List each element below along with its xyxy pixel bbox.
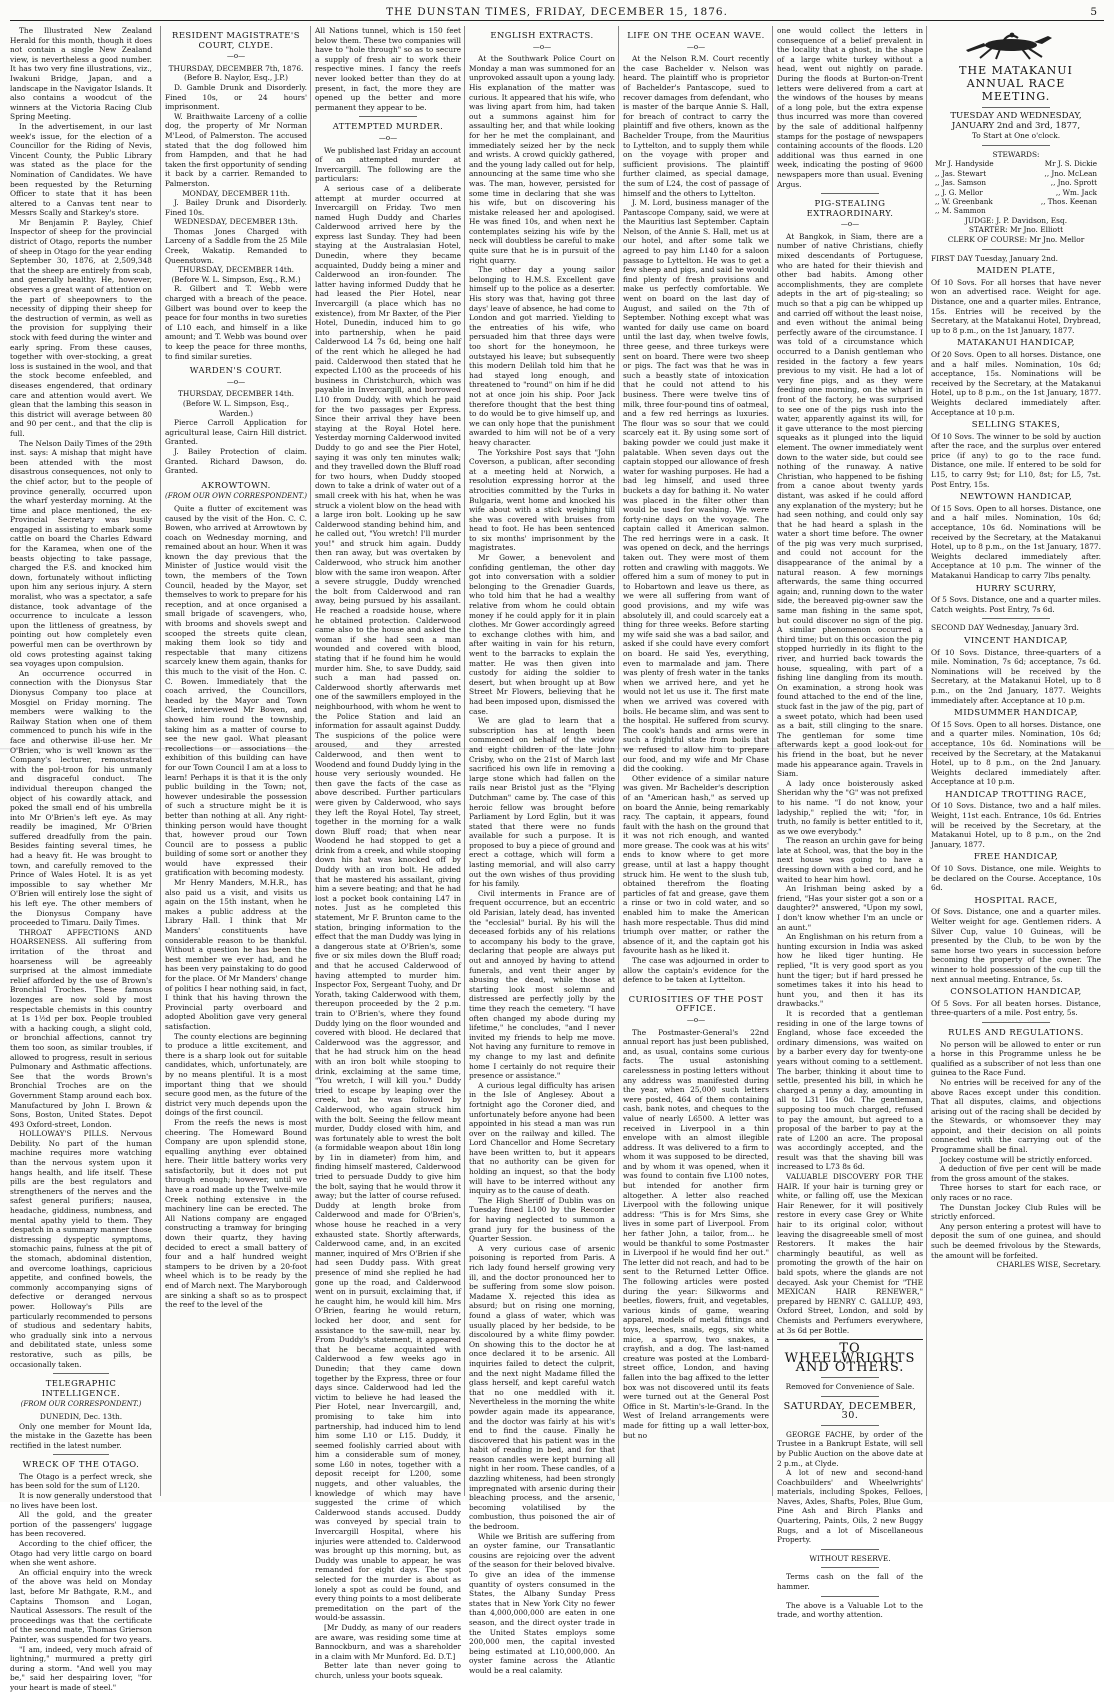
race-conditions: Of Sovs. Distance, one and a quarter miles. Welter weight for age. Gentlemen riders. A Silver Cup, value 10 Guineas, will be presented by the Club, to be won by the same horse two years in succession before becoming the property of the owner. The winner to hold possession of the cup till the next annual meeting. Entrance, 5s.: [931, 907, 1101, 984]
steward-row: [935, 159, 1097, 168]
court-date: THURSDAY, DECEMBER 14th.: [178, 265, 294, 275]
race-title: HURRY SCURRY,: [975, 583, 1057, 594]
rule-item: A deduction of five per cent will be made from the gross amount of the stakes.: [931, 1164, 1101, 1183]
dateline: DUNEDIN, Dec. 13th.: [39, 1411, 123, 1421]
steward-row: [935, 169, 1097, 178]
steward-name: ,, M. Sammon: [935, 206, 986, 216]
race-conditions: Of 5 Sovs. For all beaten horses. Distance, three-quarters of a mile. Post entry, 5s.: [931, 998, 1101, 1018]
paragraph: All the gold, and the greater portion of the passengers' luggage has been recovered.: [10, 1510, 152, 1539]
paragraph: Pierce Carroll Application for agricultural lease, Cairn Hill district. Granted.: [165, 418, 307, 447]
paragraph: The Illustrated New Zealand Herald for this month, though it does not contain a single New Zealand view, is nevertheless a good number. It has two very fine illustrations, viz., Iwakuni Bridge, Japan, and a landscape in the Navigator Islands. It also contains a woodcut of the winners at the Victoria Racing Club Spring Meeting.: [10, 26, 152, 122]
section-heading: WRECK OF THE OTAGO.: [22, 1459, 140, 1470]
column-1: [10, 26, 156, 1692]
advertisement: HOLLOWAY'S PILLS. Nervous Debility. No part of the human machine requires more watching than the nervous system upon it hangs health, and life itself. These pills are the best regulators and strengtheners of the nerves and the safest general purifiers; nausea, headache, giddiness, numbness, and mental apathy yield to them. They despatch in a summary manner those distressing dyspeptic symptoms, stomachic pains, fulness at the pit of the stomach, abdominal distention, and overcome loathings, capricious appetite, and confined bowels, the commonly accompanying signs of defective or deranged nervous power. Holloway's Pills are particularly recommended to persons of studious and sedentary habits, who gradually sink into a nervous and debilitated state, unless some restorative, such as pills, be occasionally taken.: [10, 1129, 152, 1369]
steward-name: Mr J. Handyside: [935, 159, 994, 169]
race-title: CONSOLATION HANDICAP,: [950, 987, 1082, 998]
paragraph: The Nelson Daily Times of the 29th inst. says: A mishap that might have been attended with the most disastrous consequences, not only to the chief actor, but to the people of province generally, occurred upon the wharf yesterday morning. At the time and place mentioned, the ex-Provincial Secretary was busily engaged in assisting to embark some cattle on board the Charles Edward for the Karamea, when one of the beasts objecting to take passage, charged the F.S. and knocked him down, fortunately without inflicting upon him any serious injury. A stern moralist, who was a spectator, a safe distance, took advantage of the occurrence to inculcate a lesson upon the littleness of greatness, by pointing out how completely even powerful men can be overthrown by old cows protesting against taking sea voyages upon compulsion.: [10, 438, 152, 669]
paragraph: A lady once boisterously asked Sheridan why the "G" was not prefixed to his name. "I do not know, your ladyship," replied the wit; "for, in truth, no family is better entitled to it, as we owe everybody.": [777, 778, 923, 836]
paragraph: An official enquiry into the wreck of the above was held on Monday last, before Mr Bathgate, R.M., and Captains Thomson and Logan, Nautical Assessors. The result of the proceedings was that the certificate of the second mate, Thomas Grierson Painter, was suspended for two years.: [10, 1567, 152, 1644]
court-bench: (Before B. Naylor, Esq., J.P.): [184, 73, 288, 83]
paragraph: Quite a flutter of excitement was caused by the visit of the Hon. C. C. Bowen, who arrived at Arrowtown by coach on Wednesday morning, and remained about an hour. When it was known the day previous that the Minister of Justice would visit the town, the members of the Town Council, headed by the Mayor, set themselves to work to prepare for his reception, and at once organised a small brigade of scavengers, who, with brooms and shovels swept and scooped the streets quite clean, making them look so tidy and respectable that many citizens scarcely knew them again, thanks for this much to the visit of the Hon. C. C. Bowen. Immediately that the coach arrived, the Councillors, headed by the Mayor and Town Clerk, interviewed Mr Bowen, and showed him round the township, taking him as a matter of course to see the new gaol. What pleasant recollections or associations the exhibition of this building can have for our Town Council I am at a loss to learn! Perhaps it is that it is the only public building in the Town; not, however undesirable the possession of such a structure might be it is better than nothing at all. Any right-thinking person would have thought that, however proud our Town Council are to possess a public building of some sort or another they would have expressed their gratification with becoming modesty.: [165, 503, 307, 878]
paragraph: We are glad to learn that a subscription has at length been commenced on behalf of the widow and eight children of the late John Crisby, who on the 21st of March last sacrificed his own life in removing a large stone which had fallen on the rails near Bristol just as the "Flying Dutchman" came by. The case of this heroic fellow was brought before Parliament by Lord Eglin, but it was stated that there were no funds available for such a purpose. It is proposed to buy a piece of ground and erect a cottage, which will form a lasting memorial, and will also carry out the own wishes of thus providing for his family.: [469, 716, 615, 889]
race-conditions: Of 20 Sovs. Open to all horses. Distance, one and a half miles. Nomination, 10s 6d; acceptance, 15s. Nominations will be received by the Secretary, at the Matakanui Hotel, up to 8 p.m., on the 1st January, 1877. Weights declared immediately after. Acceptance at 10 p.m.: [931, 349, 1101, 417]
paragraph: The Otago is a perfect wreck, she has been sold for the sum of L120.: [10, 1471, 152, 1491]
rule-item: No entries will be received for any of the above Races except under this condition. That all disputes, claims, and objections arising out of the racing shall be decided by the Stewards, or whomsoever they may appoint, and their decision on all points connected with the carrying out of the Programme shall be final.: [931, 1077, 1101, 1155]
ad-date: SATURDAY, DECEMBER, 30.: [783, 1400, 917, 1422]
race-title: HOSPITAL RACE,: [974, 895, 1058, 906]
divider: [982, 249, 1050, 250]
stewards-list: [931, 159, 1101, 215]
day-heading: FIRST DAY Tuesday, January 2nd.: [931, 253, 1058, 263]
race-conditions: Of 10 Sovs. Distance, two and a half miles. Weight, 11st each. Entrance, 10s 6d. Entries will be received by the Secretary, at the Matakanui Hotel, up to 8 p.m., on the 2nd January, 1877.: [931, 801, 1101, 849]
masthead-title: THE DUNSTAN TIMES, FRIDAY, DECEMBER 15, 1876.: [386, 6, 728, 18]
steward-name: ,, Wm. Jack: [1055, 187, 1097, 197]
steward-name: ,, Jno. McLean: [1044, 168, 1097, 178]
paragraph: R. Gilbert and T. Webb were charged with a breach of the peace. Gilbert was bound over to keep the peace for four months in two sureties of L10 each, and himself in a like amount; and T. Webb was bound over to keep the peace for three months, to find similar sureties.: [165, 284, 307, 361]
section-heading: RULES AND REGULATIONS.: [948, 1026, 1084, 1037]
paragraph: A serious case of a deliberate attempt at murder occurred at Invercargill on Friday. Two men named Hugh Duddy and Charles Calderwood arrived here by the express last Sunday. They had been staying at the Australasian Hotel, Dunedin, where they became acquainted, Duddy being a miner and Calderwood an iron-founder. The latter having informed Duddy that he had leased the Pier Hotel, near Invercargill (a place which has no existence), from Mr Baxter, of the Pier Hotel, Dunedin, induced him to go into partnership, when he paid Calderwood L4 7s 6d, being one half of the rent which he alleged he had paid. Calderwood then stated that he expected L100 as the proceeds of his business in Christchurch, which was payable in Invercargill, and borrowed L10 from Duddy, with which he paid for the two passages per Express. Since their arrival they have been staying at the Royal Hotel here. Yesterday morning Calderwood invited Duddy to go and see the Pier Hotel, saying it was only ten minutes walk; and they travelled down the Bluff road for two hours, when Duddy stooped down to take a drink of water out of a small creek with his hat, when he was struck a violent blow on the head with a large iron bolt. Looking up he saw Calderwood standing behind him, and he called out, "You wretch! I'll murder you!" and struck him again. Duddy then ran away, but was overtaken by Calderwood, who struck him another blow with the same iron weapon. After a severe struggle, Duddy wrenched the bolt from Calderwood and ran away, being pursued by his assailant. He reached a roadside house, where he obtained protection. Calderwood came also to the house and asked the woman if she had seen a man wounded and covered with blood, stating that if he found him he would murder him. She, to save Duddy, said such a man had passed on. Calderwood shortly afterwards met one of the sawmillers employed in the neighbourhood, with whom he went to the Police Station and laid an information for assault against Duddy. The suspicions of the police were aroused, and they arrested Calderwood, and then went to Woodend and found Duddy lying in the house very seriously wounded. He then gave the facts of the case as above described. Further particulars were given by Calderwood, who says they left the Royal Hotel, Tay street, together in the morning for a walk down Bluff road; that when near Woodend he had stopped to get a drink from a creek, and while stooping down his hat was knocked off by Duddy with an iron bolt. He added that he mastered his assailant, giving him a severe beating; and that he had lost a pocket book containing L47 in notes. Just as he completed this statement, Mr F. Brunton came to the station, bringing information to the effect that the man Duddy was lying in a dangerous state at O'Brien's, some five or six miles down the Bluff road; and that he accused Calderwood of having attempted to murder him. Inspector Fox, Sergeant Tuohy, and Dr Yorath, taking Calderwood with them, thereupon proceeded by the 2 p.m. train to O'Brien's, where they found Duddy lying on the floor wounded and covered with blood. He declared that Calderwood was the aggressor, and that he had struck him on the head with an iron bolt while stooping to drink, exclaiming at the same time, "You wretch, I will kill you." Duddy tried to escape by leaping over the creek, but he was followed by Calderwood, who again struck him with the bolt. Seeing the fellow meant murder, Duddy closed with him, and was fortunately able to wrest the bolt (a formidable weapon about 18in long by 1in in diameter) from him, and finding himself mastered, Calderwood tried to persuade Duddy to give him the bolt, saying that he would throw it away; but the latter of course refused. Duddy at length broke from Calderwood and made for O'Brien's, whose house he reached in a very exhausted state. Shortly afterwards, Calderwood came, and, in an excited manner, inquired of Mrs O'Brien if she had seen Duddy pass. With great presence of mind she replied he had gone up the road, and Calderwood went on in pursuit, exclaiming that, if he caught him, he would kill him. Mrs O'Brien, fearing he would return, locked her door, and sent for assistance to the saw-mill, near by. From Duddy's statement, it appeared that he became acquainted with Calderwood a few weeks ago in Dunedin; that they came down together by the Express, three or four days since. Calderwood had led the victim to believe he had leased the Pier Hotel, near Invercargill, and, promising to take him into partnership, had induced him to lend him some L10 or L15. Duddy, it seemed foolishly carried about with him a considerable sum of money, some L60 in notes, together with a deposit receipt for L200, some nuggets, and other valuables, the knowledge of which may have suggested the crime of which Calderwood stands accused. Duddy was conveyed by special train to Invercargill Hospital, where his injuries were attended to. Calderwood was brought up this morning, but, as Duddy was unable to appear, he was remanded for eight days. The spot selected for the murder is about as lonely a spot as could be found, and every thing points to a most deliberate premeditation on the part of the would-be assassin.: [315, 183, 462, 1623]
divider: [777, 1339, 923, 1340]
race-title: HANDICAP TROTTING RACE,: [945, 789, 1087, 800]
paragraph: "I am, indeed, very much afraid of lightning," murmured a pretty girl during a storm. "And well you may be," said her despairing lover, "for your heart is made of steel.": [10, 1644, 152, 1692]
rule-item: Jockey costume will be strictly enforced.: [940, 1154, 1093, 1164]
section-heading: ATTEMPTED MURDER.: [332, 121, 444, 132]
paragraph: An occurrence occurred in connection with the Dionysus Star Dionysus Company too place at Mosgiel on Friday morning. The members were walking to the Railway Station when one of them commenced to punch his wife in the face and otherwise ill-use her. Mr O'Brien, who is well known as the Company's lecturer, remonstrated with the pol-troon for his unmanly and disgraceful conduct. The individual thereupon changed the object of his cowardly attack, and poked the small end of his umbrella into Mr O'Brien's left eye. As may readily be imagined, Mr O'Brien suffered dreadfully from the pain. Besides fainting several times, he had a heavy fit. He was brought to town, and carefully removed to the Prince of Wales Hotel. It is as yet impossible to say whether Mr O'Brien will entirely lose the sight of his left eye. The other members of the Dionysus Company have proceeded to Timaru. Daily Times.: [10, 668, 152, 928]
divider: [53, 1454, 110, 1455]
paragraph: The High Sheriff of Dublin was on Tuesday fined L100 by the Recorder for having neglected to summon a grand jury for the business of the Quarter Session.: [469, 1195, 615, 1244]
race-title: VINCENT HANDICAP,: [964, 635, 1068, 646]
advertisement: THROAT AFFECTIONS AND HOARSENESS. All suffering from irritation of the throat and hoarseness will be agreeably surprised at the almost immediate relief afforded by the use of Brown's Bronchial Troches. These famous lozenges are now sold by most respectable chemists in this country at 1s 1½d per box. People troubled with a hacking cough, a slight cold, or bronchial affections, cannot try them too soon, as similar troubles, if allowed to progress, result in serious Pulmonary and Asthmatic affections. See that the words Brown's Bronchial Troches are on the Government Stamp around each box. Manufactured by John I. Brown & Sons, Boston, United States. Depot 493 Oxford-street, London.: [10, 927, 152, 1129]
section-subheading: (FROM OUR OWN CORRESPONDENT.): [165, 492, 307, 501]
ad-heading: TO WHEELWRIGHTS AND OTHERS.: [784, 1341, 916, 1376]
ad-subheading: Removed for Convenience of Sale.: [785, 1381, 915, 1391]
divider: [821, 1425, 879, 1426]
section-subheading: (FROM OUR CORRESPONDENT.): [20, 1400, 142, 1409]
divider: [821, 1396, 879, 1397]
steward-name: ,, Thos. Keenan: [1040, 197, 1097, 206]
steward-name: ,, Jno. Sprott: [1050, 178, 1097, 188]
paragraph: At the Nelson R.M. Court recently the case Bachelder v. Nelson was heard. The plaintiff who is proprietor of Bachelder's Pantascope, sued to recover damages from defendant, who is master of the barque Annie S. Hall, for breach of contract to carry the plaintiff and five others, known as the Bachelder Troupe, from the Mauritius to Lyttelton, and to supply them while on the voyage with proper and sufficient provisions. The plaintiff further claimed, as special damage, the sum of L24, the cost of passage of himself and the others to Lyttelton.: [623, 54, 769, 198]
race-title: SELLING STAKES,: [971, 420, 1061, 431]
paragraph: D. Gamble Drunk and Disorderly. Fined 10s, or 24 hours' imprisonment.: [165, 82, 307, 112]
steward-name: ,, Jas. Samson: [935, 178, 986, 188]
race-conditions: Of 10 Sovs. Distance, one mile. Weights to be declared on the Course. Acceptance, 10s 6d.: [931, 864, 1101, 893]
paragraph: J. M. Lord, business manager of the Pantascope Company, said, we were at the Mauritius last September. Captain Nelson, of the Annie S. Hall, met us at our hotel, and after some talk we agreed to pay him L140 for a saloon passage to Lyttelton. He was to get a few sheep and pigs, and said he would find plenty of fresh provisions and make us perfectly comfortable. We went on board on the last day of August, and sailed on the 7th of September. Nothing except what was wanted for daily use came on board until the last day, when twelve fowls, three geese, and three turkeys were sent on board. There were two sheep or pigs. The fact was that he was in such a beastly state of intoxication that he could not attend to his business. There were twelve tins of milk, three four-pound tins of oatmeal, and a few red herrings as luxuries. The flour was so sour that we could scarcely eat it. By using some sort of baking powder we could just make it palatable. When seven days out the captain stopped our allowance of fresh water for washing purposes. He had a bad leg himself, and used three buckets a day for bathing it. No water was placed in the filter other than would be used for washing. We were forty-nine days on the voyage. The captain called it American salmon. The red herrings were in a cask. It was opened on deck, and the herrings taken out. They were most of them rotten and crawling with maggots. We offered him a sum of money to put in to Hobartown and leave us there, as we were all suffering from want of good provisions, and my wife was absolutely ill, and could scarcely eat a thing for three weeks. Before starting my wife said she was a bad sailor, and asked if she could have every comfort on board. He said Yes, everything, even to marmalade and jam. There was plenty of fresh water in the tanks when we arrived here, and yet he would not let us use it. The first mate when we arrived was covered with boils. He became slim, and was sent to the hospital. He suffered from scurvy. The cook's hands and arms were in such a frightful state from boils that we refused to allow him to prepare our food, and my wife and Mr Chase did the cooking.: [623, 198, 770, 774]
page-number: 5: [1090, 6, 1098, 18]
section-heading: CURIOSITIES OF THE POST OFFICE.: [628, 993, 764, 1014]
paragraph: An Englishman on his return from a hunting excursion in India was asked how he liked tiger hunting. He replied, "It is very good sport as you hunt the tiger; but if hard pressed he sometimes takes it into his head to hunt you, and then it has its drawbacks.": [777, 932, 923, 1009]
paragraph: Mr Benjamin P. Bayley, Chief Inspector of sheep for the provincial district of Otago, reports the number of sheep in Otago for the year ending September 30, 1876, at 2,509,348 that the sheep are entirely from scab, and generally healthy. He, however, observes a great want of attention on the part of sheepowners to the necessity of dipping their sheep for the destruction of vermin, as well as the provision for supplying their stock with feed during the winter and early spring. From these causes, together with over-stocking, a great loss is sustained in the wool, and that the stock become enfeebled, and diseases engendered, that ordinary care and attention would avert. We glean that the lambing this season in this district will average between 80 and 90 per cent., and that the clip is full.: [10, 217, 152, 438]
divider: [667, 989, 725, 990]
divider: [359, 116, 417, 117]
paragraph: It is recorded that a gentleman residing in one of the large towns of England, whose face exceeded the ordinary dimensions, was waited on by a barber every day for twenty-one years without coming to a settlement. The barber, thinking it about time to settle, presented his bill, in which he charged a penny a day, amounting in all to L31 16s 0d. The gentleman, supposing too much charged, refused to pay the amount, but agreed to a proposal of the barber to pay at the rate of L200 an acre. The proposal was accordingly accepted, and the result was that the shaving bill was increased to L73 8s 6d.: [777, 1008, 923, 1172]
signature: CHARLES WISE, Secretary.: [996, 1260, 1101, 1270]
race-title: MIDSUMMER HANDICAP,: [954, 708, 1078, 719]
day-heading: SECOND DAY Wednesday, January 3rd.: [931, 623, 1079, 633]
steward-row: [935, 206, 1097, 215]
paragraph: Mr Henry Manders, M.H.R., has also paid us a visit, and visits us again on the 15th instant, when he makes a public address at the Library Hall. I think that Mr Manders' constituents have considerable reason to be thankful. Without a question he has been the best member we ever had, and he has been very painstaking to do good for the place. Of Mr Manders' change of politics I hear nothing said, in fact, I think that his having thrown the Provincial party overboard and adopted Abolition gave very general satisfaction.: [165, 878, 307, 1031]
race-conditions: Of 15 Sovs. Open to all horses. Distance, one and a quarter miles. Nomination, 10s 6d; acceptance, 10s 6d. Nominations will be received by the Secretary, at the Matakanui Hotel, up to 8 p.m., on the 2nd January. Weights declared immediately after. Acceptance at 10 p.m.: [931, 719, 1101, 787]
stewards-heading: STEWARDS:: [992, 149, 1040, 159]
paragraph: Terms cash on the fall of the hammer.: [777, 1572, 923, 1592]
racehorse-illustration: [956, 30, 1076, 60]
advertisement: VALUABLE DISCOVERY FOR THE HAIR. If your hair is turning grey or white, or falling off, use the Mexican Hair Renewer, for it will positively restore in every case Grey or White hair to its original color, without leaving the disagreeable smell of most Restorers. It makes the hair charmingly beautiful, as well as promoting the growth of the hair on bald spots, where the glands are not decayed. Ask your Chemist for "THE MEXICAN HAIR RENEWER," prepared by HENRY C. GALLUP, 493, Oxford Street, London, and sold by Chemists and Perfumers everywhere, at 3s 6d per Bottle.: [777, 1172, 923, 1335]
rule-item: Three horses to start for each race, or only races or no race.: [931, 1183, 1101, 1203]
race-conditions: Of 10 Sovs. Distance, three-quarters of a mile. Nomination, 7s 6d; acceptance, 7s 6d. Nominations will be received by the Secretary, at the Matakanui Hotel, up to 8 p.m., on the 2nd January, 1877. Weights immediately after. Acceptance at 10 p.m.: [931, 647, 1101, 705]
section-heading: LIFE ON THE OCEAN WAVE.: [627, 30, 765, 40]
column-2: RESIDENT MAGISTRATE'S COURT, CLYDE. —o— THURSDAY, DECEMBER 7th, 1876. (Before B. Naylor, Esq., J.P.) D. Gamble Drunk and Disorderly. Fined 10s, or 24 hours' imprisonment. W. Braithwaite Larceny of a collie dog, the property of Mr Norman M'Leod, of Palmerston. The accused stated that the dog followed him from Hampden, and that he had taken the first opportunity of sending it back by a carrier. Remanded to Palmerston. MONDAY, DECEMBER 11th. J. Bailey Drunk and Disorderly. Fined 10s. WEDNESDAY, DECEMBER 13th. Thomas Jones Charged with Larceny of a Saddle from the 25 Mile Creek, Wakatip. Remanded to Queenstown. THURSDAY, DECEMBER 14th. (Before W. L. Simpson, Esq., R.M.) R. Gilbert and T. Webb were charged with a breach of the peace. Gilbert was bound over to keep the peace for four months in two sureties of L10 each, and himself in a like amount; and T. Webb was bound over to keep the peace for three months, to find similar sureties. WARDEN'S COURT. —o— THURSDAY, DECEMBER 14th. (Before W. L. Simpson, Esq., Warden.) Pierce Carroll Application for agricultural lease, Cairn Hill district. Granted. J. Bailey Protection of claim. Granted. Richard Dawson, do. Granted. AKROWTOWN. (FROM OUR OWN CORRESPONDENT.) Quite a flutter of excitement was caused by the visit of the Hon. C. C. Bowen, who arrived at Arrowtown by coach on Wednesday morning, and remained about an hour. When it was known the day previous that the Minister of Justice would visit the town, the members of the Town Council, headed by the Mayor, set themselves to work to prepare for his reception, and at once organised a small brigade of scavengers, who, with brooms and shovels swept and scooped the streets quite clean, making them look so tidy and respectable that many citizens scarcely knew them again, thanks for this much to the visit of the Hon. C. C. Bowen. Immediately that the coach arrived, the Councillors, headed by the Mayor and Town Clerk, interviewed Mr Bowen, and showed him round the township, taking him as a matter of course to see the new gaol. What pleasant recollections or associations the exhibition of this building can have for our Town Council I am at a loss to learn! Perhaps it is that it is the only public building in the Town; not, however undesirable the possession of such a structure might be it is better than nothing at all. Any right-thinking person would have thought that, however proud our Town Council are to possess a public building of some sort or another they would have expressed their gratification with becoming modesty. Mr Henry Manders, M.H.R., has also paid us a visit, and visits us again on the 15th instant, when he makes a public address at the Library Hall. I think that Mr Manders' constituents have considerable reason to be thankful. Without a question he has been the best member we ever had, and he has been very painstaking to do good for the place. Of Mr Manders' change of politics I hear nothing said, in fact, I think that his having thrown the Provincial party overboard and adopted Abolition gave very general satisfaction. The county elections are beginning to produce a little excitement, and there is a sharp look out for suitable candidates, which, unfortunately, are by no means plentiful. It is a most important thing that we should secure good men, as the future of the district very much depends upon the doings of the first council. From the reefs the news is most cheering. The Homeward Bound Company are upon splendid stone, equalling anything ever obtained here. Their little battery works very satisfactorily, but it does not put through enough; however, until we have a road made up the Twelve-mile Creek nothing extensive in the machinery line can be erected. The All Nations company are engaged constructing a tramway for bringing down their quartz, they having decided to erect a small battery of four and a half hundred weight stampers to be driven by a 20-foot wheel which is to be ready by the end of March next. The Maryborough are sinking a shaft so as to prospect the reef to the level of the: [160, 26, 311, 1496]
paragraph: Other evidence of a similar nature was given. Mr Bachelder's description of an "American hash," as served up on board the Annie, being remarkably racy. The captain, it appears, found fault with the hash on the ground that it was not rich enough, and wanted more grease. The cook was at his wits' ends to know where to get more grease, until at last a happy thought struck him. He went to the slush tub, obtained therefrom the floating particles of fat and grease, gave them a rinse or two in cold water, and so enabled him to make the American hash more respectable. Thus did mind triumph over matter, or rather the absence of it, and the captain got his favourite hash as he liked it.: [623, 773, 769, 956]
paragraph: The reason an urchin gave for being late at School, was, that the boy in the next house was going to have a dressing down with a bed cord, and he waited to hear him howl.: [777, 836, 923, 884]
ad-note: WITHOUT RESERVE.: [809, 1553, 891, 1563]
race-conditions: Of 10 Sovs. For all horses that have never won an advertised race. Weight for age. Distance, one and a quarter miles. Entrance, 15s. Entries will be received by the Secretary, at the Matakanui Hotel, Drybread, up to 8 p.m., on the 1st January, 1877.: [931, 277, 1101, 335]
paragraph: The above is a Valuable Lot to the trade, and worthy attention.: [777, 1600, 923, 1620]
steward-row: [935, 178, 1097, 187]
race-meeting-title: THE MATAKANUI ANNUAL RACE MEETING.: [959, 64, 1073, 103]
masthead: [10, 4, 1104, 21]
steward-name: ,, W. Greenbank: [935, 197, 993, 206]
race-conditions: Of 15 Sovs. Open to all horses. Distance, one and a half miles. Nomination, 10s 6d; acceptance, 10s 6d. Nominations will be received by the Secretary, at the Matakanui Hotel, up to 8 p.m., on the 1st January, 1877. Weights declared immediately after. Acceptance at 10 p.m. The winner of the Matakanui Handicap to carry 7lbs penalty.: [931, 503, 1101, 580]
race-title: MAIDEN PLATE,: [976, 266, 1056, 277]
paragraph: A very curious case of arsenic poisoning is reported from Paris. A rich lady found herself growing very ill, and the doctor pronounced her to be suffering from some slow poison. Madame X. rejected this idea as absurd; but on rising one morning, found a glass of water, which was usually placed by her bedside, to be discoloured by a white flimy powder. On showing this to the doctor he at once declared it to be arsenic. All inquiries failed to detect the culprit, and the next night Madame filled the glass herself, and kept careful watch that no one meddled with it. Nevertheless in the morning the white powder again made its appearance, and the doctor was fairly at his wit's end to find the cause. Finally he discovered that his patient was in the habit of reading in bed, and for that reason candles were kept burning all night in her room. These candles, of a dazzling whiteness, had been strongly impregnated with arsenic during their bleaching process, and the arsenic, becoming volatilised by the combustion, thus poisoned the air of the bedroom.: [469, 1243, 615, 1532]
rule-item: Any person entering a protest will have to deposit the sum of one guinea, and should such be deemed frivolous by the Stewards, the amount will be forfeited.: [931, 1221, 1101, 1260]
steward-name: ,, J. G. Mellor: [935, 187, 983, 197]
paragraph: Mr Gower, a benevolent and confiding gentleman, the other day got into conversation with a soldier belonging to the Grenadier Guards, who told him that he had a wealthy relative from whom he could obtain money if he could apply for it in plain clothes. Mr Gower accordingly agreed to exchange clothes with him, and after waiting in vain for his return, went to the barracks to explain the matter. He was then given into custody for aiding the soldier to desert, but when brought up at Bow Street Mr Flowers, believing that he had been imposed upon, dismissed the case.: [469, 553, 615, 716]
paragraph: The Yorkshire Post says that "John Coverson, a publican, after seconding at a meeting held at Norwich, a resolution expressing horror at the atrocities committed by the Turks in Bulgaria, went home and knocked his wife about with a stick weighing till she was covered with bruises from head to foot. He has been sentenced to six months' imprisonment by the magistrates.: [469, 447, 615, 553]
court-date: WEDNESDAY, DECEMBER 13th.: [174, 217, 298, 227]
race-title: FREE HANDICAP,: [973, 852, 1059, 863]
divider: [982, 107, 1050, 108]
paragraph: According to the chief officer, the Otago had very little cargo on board when she went ashore.: [10, 1539, 152, 1568]
paragraph: J. Bailey Drunk and Disorderly. Fined 10s.: [165, 198, 307, 217]
court-bench: (Before W. L. Simpson, Esq., R.M.): [171, 274, 301, 284]
paragraph: At Bangkok, in Siam, there are a number of native Christians, chiefly mixed descendants of Portuguese, who are hated for their thievish and other bad habits. Among other accomplishments, they are complete adepts in the art of pig-stealing; so much so that a pig can be whipped up and carried off without the least noise, and even without the animal being perfectly aware of the circumstance. I was told of a circumstance which occurred to a Danish gentleman who resided in the factory a few years previous to my visit. He had a lot of very fine pigs, and as they were feeding one morning, on the wharf in front of the factory, he was surprised to see one of the pigs rush into the water, apparently against its will, for it gave utterance to the most piercing squeaks as it plunged into the liquid element. The owner immediately went down to the water side, but could see nothing of the runaway. A native Christian, who happened to be fishing from a canoe about twenty yards distant, was asked if he could afford any explanation of the mystery; but he had seen nothing, and could only say that he had heard a splash in the water a short time before. The owner of the pig was very much surprised, and could not account for the disappearance of the animal by a natural reason. A few mornings afterwards, the same thing occurred again; and, running down to the water side, the bereaved pig-owner saw the same man fishing in the same spot, but could discover no sign of the pig. A similar phenomenon occurred a third time; but on this occasion the pig stopped hurriedly in its flight to the river, and hurried back towards the house, squealing, with part of a fishing line dangling from its mouth. On examination, a strong hook was found attached to the end of the line, stuck fast in the jaw of the pig, part of a sweet potato, which had been used as a bait, still clinging to the snare. The gentleman for some time afterwards kept a good look-out for his friend in the boat, but he never made his appearance again. Travels in Siam.: [777, 231, 923, 779]
paragraph: From the reefs the news is most cheering. The Homeward Bound Company are upon splendid stone, equalling anything ever obtained here. Their little battery works very satisfactorily, but it does not put through enough; however, until we have a road made up the Twelve-mile Creek nothing extensive in the machinery line can be erected. The All Nations company are engaged constructing a tramway for bringing down their quartz, they having decided to erect a small battery of four and a half hundred weight stampers to be driven by a 20-foot wheel which is to be ready by the end of March next. The Maryborough are sinking a shaft so as to prospect the reef to the level of the: [165, 1117, 307, 1310]
divider: [821, 1567, 879, 1568]
race-title: MATAKANUI HANDICAP,: [957, 338, 1075, 349]
divider: [982, 145, 1050, 146]
paragraph: The Postmaster-General's 22nd annual report has just been published, and, as usual, contains some curious facts. The usual astonishing carelessness in posting letters without any address was manifested during the year, when 25,000 such letters were posted, 464 of them containing cash, bank notes, and cheques to the value of nearly L6500. A letter was received in Liverpool in a thin envelope with an almost illegible address. It was delivered to a firm to whom it was supposed to be directed, and by whom it was opened, when it was found to contain five L100 notes, but intended for another firm altogether. A letter also reached Liverpool with the following unique address: "This is for Mrs Sims, she lives in some part of Liverpool. From her father John, a tailor, from... he would be thankful to some Postmaster in Liverpool if he would find her out." The letter did not reach, and had to be sent to the Returned Letter Office. The following articles were posted during the year: Silkworms and beetles, flowers, fruit, and vegetables, various kinds of game, wearing apparel, models of metal fittings and toys, leeches, snails, eggs, six white mice, a sparrow, two snakes, a crayfish, and a dog. The last-named creature was posted at the Lombard-street office, London, and having fallen into the bag affixed to the letter box was not discovered until its feats were turned out at the General Post Office in St. Martin's-le-Grand. In the West of Ireland arrangements were made for fitting up a wall letter-box, but no: [623, 1027, 769, 1440]
rule-item: The Dunstan Jockey Club Rules will be strictly enforced.: [931, 1202, 1101, 1222]
paragraph: J. Bailey Protection of claim. Granted. Richard Dawson, do. Granted.: [165, 446, 307, 476]
paragraph: It is now generally understood that no lives have been lost.: [10, 1491, 152, 1510]
section-heading: AKROWTOWN.: [201, 479, 271, 490]
steward-row: [935, 197, 1097, 206]
steward-name: ,, Jas. Stewart: [935, 168, 987, 178]
divider: [821, 1596, 879, 1597]
paragraph: one would collect the letters in consequence of a belief prevalent in the locality that a ghost, in the shape of a large white turkey without a head, went out nightly on parade. During the floods at Burton-on-Trent letters were delivered from a cart at the windows of the houses by means of a long pole, but the extra expense thus incurred was more than covered by the sale of additional halfpenny stamps for the postage of newspapers containing accounts of the floods. L20 additional was thus earned in one week, indicating the posting of 9600 newspapers more than usual. Evening Argus.: [777, 26, 923, 189]
divider: [821, 193, 879, 194]
race-conditions: Of 10 Sovs. The winner to be sold by auction after the race, and the surplus over entered price (if any) to go to the race fund. Distance, one mile. If entered to be sold for L15, to carry 9st; for L10, 8st; for L5, 7st. Post Entry, 15s.: [931, 431, 1101, 489]
paragraph: Thomas Jones Charged with Larceny of a Saddle from the 25 Mile Creek, Wakatip. Remanded to Queenstown.: [165, 226, 307, 265]
race-conditions: Of 5 Sovs. Distance, one and a quarter miles. Catch weights. Post Entry, 7s 6d.: [931, 595, 1101, 614]
divider: [821, 1377, 879, 1378]
starter-line: STARTER: Mr Jno. Elliott: [968, 225, 1064, 235]
section-heading: PIG-STEALING EXTRAORDINARY.: [806, 198, 894, 218]
section-heading: RESIDENT MAGISTRATE'S COURT, CLYDE.: [172, 30, 300, 50]
section-heading: WARDEN'S COURT.: [189, 365, 283, 376]
race-dates: TUESDAY AND WEDNESDAY, JANUARY 2nd and 3rd, 1877,: [950, 111, 1082, 131]
paragraph: All Nations tunnel, which is 150 feet below them. These two companies will have to "hole through" so as to secure a supply of fresh air to work their respective mines. I fancy the reefs never looked better than they do at present, in fact, the more they are opened up the better and more permanent they appear to be.: [315, 26, 461, 112]
paragraph: The case was adjourned in order to allow the captain's evidence for the defence to be taken at Lyttelton.: [623, 956, 769, 985]
divider: [982, 1022, 1050, 1023]
steward-name: Mr J. S. Dickie: [1044, 159, 1097, 169]
paragraph: An Irishman being asked by a friend, "Has your sister got a son or a daughter?" answered, "Upon my sowl, I don't know whether I'm an uncle or an aunt.": [777, 884, 923, 932]
paragraph: A lot of new and second-hand Coachbuilders' and Wheelwrights' materials, including Spokes, Felloes, Naves, Axles, Shafts, Poles, Blue Gum, Pine Ash and Birch Planks and Quartering, Paints, Oils, 2 new Buggy Rugs, and a lot of Miscellaneous Property.: [777, 1468, 923, 1545]
divider: [53, 1373, 110, 1374]
judge-line: JUDGE: J. P. Davidson, Esq.: [964, 215, 1068, 225]
section-heading: TELEGRAPHIC INTELLIGENCE.: [41, 1378, 121, 1398]
paragraph: We published last Friday an account of an attempted murder at Invercargill. The following are the particulars:: [315, 145, 461, 184]
court-date: THURSDAY, DECEMBER 14th.: [178, 389, 294, 399]
court-bench: (Before W. L. Simpson, Esq., Warden.): [182, 398, 290, 418]
court-date: THURSDAY, DECEMBER 7th, 1876.: [168, 63, 304, 73]
divider: [821, 1549, 879, 1550]
court-date: MONDAY, DECEMBER 11th.: [182, 188, 290, 198]
paragraph: In the advertisement, in our last week's issue, for the election of a Councillor for the Riding of Nevis, Vincent County, the Public Library was stated as the place for the Nomination of Candidates. We have been requested by the Returning Officer to state that it has been altered to a Canvas tent near to Messrs Scally and Starkey's store.: [10, 121, 152, 218]
paragraph: At the Southwark Police Court on Monday a man was summoned for an unprovoked assault upon a young lady. His explanation of the matter was curious. It appeared that his wife, who was living apart from him, had taken out a summons against him for assaulting her, and that while looking for her he met the complainant, and immediately seized her by the neck and wrists. A crowd quickly gathered, and the young lady called out for help, announcing at the same time who she was. The man, however, persisted for some time in declaring that she was his wife, but on discovering his mistake released her and apologised. He was fined 10s, and when next he contemplates seizing his wife by the neck will doubtless be careful to make quite sure that he is in pursuit of the right quarry.: [469, 54, 615, 265]
column-7: [926, 26, 1105, 1496]
clerk-line: CLERK OF COURSE: Mr Jno. Mellor: [947, 235, 1085, 244]
section-heading: ENGLISH EXTRACTS.: [490, 30, 594, 40]
paragraph: GEORGE FACHE, by order of the Trustee in a Bankrupt Estate, will sell by Public Auction on the above date at 2 p.m., at Clyde.: [777, 1429, 923, 1468]
paragraph: Only one member for Mount Ida, the mistake in the Gazette has been rectified in the latest number.: [10, 1421, 152, 1450]
paragraph: Civil interments in France are of frequent occurrence, but an eccentric old Parisian, lately dead, has invented the "ecclesial" burial. By his will the deceased forbids any of his relations to accompany his body to the grave, declaring that people are always put out and annoyed by having to attend funerals, and vent their anger by abusing the dead, while those at starting look most solemn and distressed are perfectly jolly by the time they reach the cemetery. "I have often changed my abode during my lifetime," he concludes, "and I never invited my friends to help me move. Not having any furniture to remove in my change to my last and definite home I certainly do not require their presence or assistance.": [469, 888, 615, 1081]
column-5: LIFE ON THE OCEAN WAVE. —o— At the Nelson R.M. Court recently the case Bachelder v. Nelson was heard. The plaintiff who is proprietor of Bachelder's Pantascope, sued to recover damages from defendant, who is master of the barque Annie S. Hall, for breach of contract to carry the plaintiff and five others, known as the Bachelder Troupe, from the Mauritius to Lyttelton, and to supply them while on the voyage with proper and sufficient provisions. The plaintiff further claimed, as special damage, the sum of L24, the cost of passage of himself and the others to Lyttelton. J. M. Lord, business manager of the Pantascope Company, said, we were at the Mauritius last September. Captain Nelson, of the Annie S. Hall, met us at our hotel, and after some talk we agreed to pay him L140 for a saloon passage to Lyttelton. He was to get a few sheep and pigs, and said he would find plenty of fresh provisions and make us perfectly comfortable. We went on board on the last day of August, and sailed on the 7th of September. Nothing except what was wanted for daily use came on board until the last day, when twelve fowls, three geese, and three turkeys were sent on board. There were two sheep or pigs. The fact was that he was in such a beastly state of intoxication that he could not attend to his business. There were twelve tins of milk, three four-pound tins of oatmeal, and a few red herrings as luxuries. The flour was so sour that we could scarcely eat it. By using some sort of baking powder we could just make it palatable. When seven days out the captain stopped our allowance of fresh water for washing purposes. He had a bad leg himself, and used three buckets a day for bathing it. No water was placed in the filter other than would be used for washing. We were forty-nine days on the voyage. The captain called it American salmon. The red herrings were in a cask. It was opened on deck, and the herrings taken out. They were most of them rotten and crawling with maggots. We offered him a sum of money to put in to Hobartown and leave us there, as we were all suffering from want of good provisions, and my wife was absolutely ill, and could scarcely eat a thing for three weeks. Before starting my wife said she was a bad sailor, and asked if she could have every comfort on board. He said Yes, everything, even to marmalade and jam. There was plenty of fresh water in the tanks when we arrived here, and yet he would not let us use it. The first mate when we arrived was covered with boils. He became slim, and was sent to the hospital. He suffered from scurvy. The cook's hands and arms were in such a frightful state from boils that we refused to allow him to prepare our food, and my wife and Mr Chase did the cooking. Other evidence of a similar nature was given. Mr Bachelder's description of an "American hash," as served up on board the Annie, being remarkably racy. The captain, it appears, found fault with the hash on the ground that it was not rich enough, and wanted more grease. The cook was at his wits' ends to know where to get more grease, until at last a happy thought struck him. He went to the slush tub, obtained therefrom the floating particles of fat and grease, gave them a rinse or two in cold water, and so enabled him to make the American hash more respectable. Thus did mind triumph over matter, or rather the absence of it, and the captain got his favourite hash as he liked it. The case was adjourned in order to allow the captain's evidence for the defence to be taken at Lyttelton. CURIOSITIES OF THE POST OFFICE. —o— The Postmaster-General's 22nd annual report has just been published, and, as usual, contains some curious facts. The usual astonishing carelessness in posting letters without any address was manifested during the year, when 25,000 such letters were posted, 464 of them containing cash, bank notes, and cheques to the value of nearly L6500. A letter was received in Liverpool in a thin envelope with an almost illegible address. It was delivered to a firm to whom it was supposed to be directed, and by whom it was opened, when it was found to contain five L100 notes, but intended for another firm altogether. A letter also reached Liverpool with the following unique address: "This is for Mrs Sims, she lives in some part of Liverpool. From her father John, a tailor, from... he would be thankful to some Postmaster in Liverpool if he would find her out." The letter did not reach, and had to be sent to the Returned Letter Office. The following articles were posted during the year: Silkworms and beetles, flowers, fruit, and vegetables, various kinds of game, wearing apparel, models of metal fittings and toys, leeches, snails, eggs, six white mice, a sparrow, two snakes, a crayfish, and a dog. The last-named creature was posted at the Lombard-street office, London, and having fallen into the bag affixed to the letter box was not discovered until its feats were turned out at the General Post Office in St. Martin's-le-Grand. In the West of Ireland arrangements were made for fitting up a wall letter-box, but no: [618, 26, 773, 1496]
paragraph: W. Braithwaite Larceny of a collie dog, the property of Mr Norman M'Leod, of Palmerston. The accused stated that the dog followed him from Hampden, and that he had taken the first opportunity of sending it back by a carrier. Remanded to Palmerston.: [165, 111, 307, 188]
column-4: ENGLISH EXTRACTS. —o— At the Southwark Police Court on Monday a man was summoned for an unprovoked assault upon a young lady. His explanation of the matter was curious. It appeared that his wife, who was living apart from him, had taken out a summons against him for assaulting her, and that while looking for her he met the complainant, and immediately seized her by the neck and wrists. A crowd quickly gathered, and the young lady called out for help, announcing at the same time who she was. The man, however, persisted for some time in declaring that she was his wife, but on discovering his mistake released her and apologised. He was fined 10s, and when next he contemplates seizing his wife by the neck will doubtless be careful to make quite sure that he is in pursuit of the right quarry. The other day a young sailor belonging to H.M.S. Excellent gave himself up to the police as a deserter. His story was that, having got three days' leave of absence, he had come to London and got married. Yielding to the entreaties of his wife, who persuaded him that three days were too short for the honeymoon, he outstayed his leave; but subsequently this modern Delilah told him that he had stayed long enough, and threatened to "round" on him if he did not at once join his ship. Poor Jack therefore thought that the best thing to do would be to give himself up, and we can only hope that the punishment awarded to him will not be of a very heavy character. The Yorkshire Post says that "John Coverson, a publican, after seconding at a meeting held at Norwich, a resolution expressing horror at the atrocities committed by the Turks in Bulgaria, went home and knocked his wife about with a stick weighing till she was covered with bruises from head to foot. He has been sentenced to six months' imprisonment by the magistrates. Mr Gower, a benevolent and confiding gentleman, the other day got into conversation with a soldier belonging to the Grenadier Guards, who told him that he had a wealthy relative from whom he could obtain money if he could apply for it in plain clothes. Mr Gower accordingly agreed to exchange clothes with him, and after waiting in vain for his return, went to the barracks to explain the matter. He was then given into custody for aiding the soldier to desert, but when brought up at Bow Street Mr Flowers, believing that he had been imposed upon, dismissed the case. We are glad to learn that a subscription has at length been commenced on behalf of the widow and eight children of the late John Crisby, who on the 21st of March last sacrificed his own life in removing a large stone which had fallen on the rails near Bristol just as the "Flying Dutchman" came by. The case of this heroic fellow was brought before Parliament by Lord Eglin, but it was stated that there were no funds available for such a purpose. It is proposed to buy a piece of ground and erect a cottage, which will form a lasting memorial, and will also carry out the own wishes of thus providing for his family. Civil interments in France are of frequent occurrence, but an eccentric old Parisian, lately dead, has invented the "ecclesial" burial. By his will the deceased forbids any of his relations to accompany his body to the grave, declaring that people are always put out and annoyed by having to attend funerals, and vent their anger by abusing the dead, while those at starting look most solemn and distressed are perfectly jolly by the time they reach the cemetery. "I have often changed my abode during my lifetime," he concludes, "and I never invited my friends to help me move. Not having any furniture to remove in my change to my last and definite home I certainly do not require their presence or assistance." A curious legal difficulty has arisen in the Isle of Anglesey. About a fortnight ago the Coroner died, and unfortunately before anyone had been appointed in his stead a man was run over on the railway and killed. The Lord Chancellor and Home Secretary have been written to, but it appears that no authority can be given for holding an inquest, so that the body will have to be interred without any inquiry as to the cause of death. The High Sheriff of Dublin was on Tuesday fined L100 by the Recorder for having neglected to summon a grand jury for the business of the Quarter Session. A very curious case of arsenic poisoning is reported from Paris. A rich lady found herself growing very ill, and the doctor pronounced her to be suffering from some slow poison. Madame X. rejected this idea as absurd; but on rising one morning, found a glass of water, which was usually placed by her bedside, to be discoloured by a white flimy powder. On showing this to the doctor he at once declared it to be arsenic. All inquiries failed to detect the culprit, and the next night Madame filled the glass herself, and kept careful watch that no one meddled with it. Nevertheless in the morning the white powder again made its appearance, and the doctor was fairly at his wit's end to find the cause. Finally he discovered that his patient was in the habit of reading in bed, and for that reason candles were kept burning all night in her room. These candles, of a dazzling whiteness, had been strongly impregnated with arsenic during their bleaching process, and the arsenic, becoming volatilised by the combustion, thus poisoned the air of the bedroom. While we British are suffering from an oyster famine, our Transatlantic cousins are rejoicing over the advent of the season for their beloved bivalve. To give an idea of the immense quantity of oysters consumed in the States, the Albany Sunday Press states that in New York City no fewer than 4,000,000,000 are eaten in one season, and the direct oyster trade in the United States employs some 200,000 men, the capital invested being estimated at L10,000,000. An oyster famine across the Atlantic would be a real calamity.: [464, 26, 619, 1496]
start-time: To Start at One o'clock.: [971, 131, 1061, 141]
race-title: NEWTOWN HANDICAP,: [959, 492, 1073, 503]
paragraph: Better late than never going to church, unless your boots squeak.: [315, 1661, 461, 1680]
paragraph: A curious legal difficulty has arisen in the Isle of Anglesey. About a fortnight ago the Coroner died, and unfortunately before anyone had been appointed in his stead a man was run over on the railway and killed. The Lord Chancellor and Home Secretary have been written to, but it appears that no authority can be given for holding an inquest, so that the body will have to be interred without any inquiry as to the cause of death.: [469, 1080, 615, 1196]
paragraph: The other day a young sailor belonging to H.M.S. Excellent gave himself up to the police as a deserter. His story was that, having got three days' leave of absence, he had come to London and got married. Yielding to the entreaties of his wife, who persuaded him that three days were too short for the honeymoon, he outstayed his leave; but subsequently this modern Delilah told him that he had stayed long enough, and threatened to "round" on him if he did not at once join his ship. Poor Jack therefore thought that the best thing to do would be to give himself up, and we can only hope that the punishment awarded to him will not be of a very heavy character.: [469, 265, 615, 447]
divider: [982, 618, 1050, 619]
paragraph: While we British are suffering from an oyster famine, our Transatlantic cousins are rejoicing over the advent of the season for their beloved bivalve. To give an idea of the immense quantity of oysters consumed in the States, the Albany Sunday Press states that in New York City no fewer than 4,000,000,000 are eaten in one season, and the direct oyster trade in the United States employs some 200,000 men, the capital invested being estimated at L10,000,000. An oyster famine across the Atlantic would be a real calamity.: [469, 1531, 615, 1675]
steward-row: [935, 188, 1097, 197]
paragraph: The county elections are beginning to produce a little excitement, and there is a sharp look out for suitable candidates, which, unfortunately, are by no means plentiful. It is a most important thing that we should secure good men, as the future of the district very much depends upon the doings of the first council.: [165, 1031, 307, 1118]
rule-item: No person will be allowed to enter or run a horse in this Programme unless he be qualified as a subscriber of not less than one guinea to the Race Fund.: [931, 1039, 1101, 1078]
column-3: All Nations tunnel, which is 150 feet below them. These two companies will have to "hole through" so as to secure a supply of fresh air to work their respective mines. I fancy the reefs never looked better than they do at present, in fact, the more they are opened up the better and more permanent they appear to be. ATTEMPTED MURDER. —o— We published last Friday an account of an attempted murder at Invercargill. The following are the particulars: A serious case of a deliberate attempt at murder occurred at Invercargill on Friday. Two men named Hugh Duddy and Charles Calderwood arrived here by the express last Sunday. They had been staying at the Australasian Hotel, Dunedin, where they became acquainted, Duddy being a miner and Calderwood an iron-founder. The latter having informed Duddy that he had leased the Pier Hotel, near Invercargill (a place which has no existence), from Mr Baxter, of the Pier Hotel, Dunedin, induced him to go into partnership, when he paid Calderwood L4 7s 6d, being one half of the rent which he alleged he had paid. Calderwood then stated that he expected L100 as the proceeds of his business in Christchurch, which was payable in Invercargill, and borrowed L10 from Duddy, with which he paid for the two passages per Express. Since their arrival they have been staying at the Royal Hotel here. Yesterday morning Calderwood invited Duddy to go and see the Pier Hotel, saying it was only ten minutes walk; and they travelled down the Bluff road for two hours, when Duddy stooped down to take a drink of water out of a small creek with his hat, when he was struck a violent blow on the head with a large iron bolt. Looking up he saw Calderwood standing behind him, and he called out, "You wretch! I'll murder you!" and struck him again. Duddy then ran away, but was overtaken by Calderwood, who struck him another blow with the same iron weapon. After a severe struggle, Duddy wrenched the bolt from Calderwood and ran away, being pursued by his assailant. He reached a roadside house, where he obtained protection. Calderwood came also to the house and asked the woman if she had seen a man wounded and covered with blood, stating that if he found him he would murder him. She, to save Duddy, said such a man had passed on. Calderwood shortly afterwards met one of the sawmillers employed in the neighbourhood, with whom he went to the Police Station and laid an information for assault against Duddy. The suspicions of the police were aroused, and they arrested Calderwood, and then went to Woodend and found Duddy lying in the house very seriously wounded. He then gave the facts of the case as above described. Further particulars were given by Calderwood, who says they left the Royal Hotel, Tay street, together in the morning for a walk down Bluff road; that when near Woodend he had stopped to get a drink from a creek, and while stooping down his hat was knocked off by Duddy with an iron bolt. He added that he mastered his assailant, giving him a severe beating; and that he had lost a pocket book containing L47 in notes. Just as he completed this statement, Mr F. Brunton came to the station, bringing information to the effect that the man Duddy was lying in a dangerous state at O'Brien's, some five or six miles down the Bluff road; and that he accused Calderwood of having attempted to murder him. Inspector Fox, Sergeant Tuohy, and Dr Yorath, taking Calderwood with them, thereupon proceeded by the 2 p.m. train to O'Brien's, where they found Duddy lying on the floor wounded and covered with blood. He declared that Calderwood was the aggressor, and that he had struck him on the head with an iron bolt while stooping to drink, exclaiming at the same time, "You wretch, I will kill you." Duddy tried to escape by leaping over the creek, but he was followed by Calderwood, who again struck him with the bolt. Seeing the fellow meant murder, Duddy closed with him, and was fortunately able to wrest the bolt (a formidable weapon about 18in long by 1in in diameter) from him, and finding himself mastered, Calderwood tried to persuade Duddy to give him the bolt, saying that he would throw it away; but the latter of course refused. Duddy at length broke from Calderwood and made for O'Brien's, whose house he reached in a very exhausted state. Shortly afterwards, Calderwood came, and, in an excited manner, inquired of Mrs O'Brien if she had seen Duddy pass. With great presence of mind she replied he had gone up the road, and Calderwood went on in pursuit, exclaiming that, if he caught him, he would kill him. Mrs O'Brien, fearing he would return, locked her door, and sent for assistance to the saw-mill, near by. From Duddy's statement, it appeared that he became acquainted with Calderwood a few weeks ago in Dunedin; that they came down together by the Express, three or four days since. Calderwood had led the victim to believe he had leased the Pier Hotel, near Invercargill, and, promising to take him into partnership, had induced him to lend him some L10 or L15. Duddy, it seemed foolishly carried about with him a considerable sum of money, some L60 in notes, together with a deposit receipt for L200, some nuggets, and other valuables, the knowledge of which may have suggested the crime of which Calderwood stands accused. Duddy was conveyed by special train to Invercargill Hospital, where his injuries were attended to. Calderwood was brought up this morning, but, as Duddy was unable to appear, he was remanded for eight days. The spot selected for the murder is about as lonely a spot as could be found, and every thing points to a most deliberate premeditation on the part of the would-be assassin. [Mr Duddy, as many of our readers are aware, was residing some time at Bannockburn, and was a shareholder in a claim with Mr Munford. Ed. D.T.] Better late than never going to church, unless your boots squeak.: [310, 26, 465, 1496]
column-6: one would collect the letters in consequence of a belief prevalent in the locality that a ghost, in the shape of a large white turkey without a head, went out nightly on parade. During the floods at Burton-on-Trent letters were delivered from a cart at the windows of the houses by means of a long pole, but the extra expense thus incurred was more than covered by the sale of additional halfpenny stamps for the postage of newspapers containing accounts of the floods. L20 additional was thus earned in one week, indicating the posting of 9600 newspapers more than usual. Evening Argus. PIG-STEALING EXTRAORDINARY. —o— At Bangkok, in Siam, there are a number of native Christians, chiefly mixed descendants of Portuguese, who are hated for their thievish and other bad habits. Among other accomplishments, they are complete adepts in the art of pig-stealing; so much so that a pig can be whipped up and carried off without the least noise, and even without the animal being perfectly aware of the circumstance. I was told of a circumstance which occurred to a Danish gentleman who resided in the factory a few years previous to my visit. He had a lot of very fine pigs, and as they were feeding one morning, on the wharf in front of the factory, he was surprised to see one of the pigs rush into the water, apparently against its will, for it gave utterance to the most piercing squeaks as it plunged into the liquid element. The owner immediately went down to the water side, but could see nothing of the runaway. A native Christian, who happened to be fishing from a canoe about twenty yards distant, was asked if he could afford any explanation of the mystery; but he had seen nothing, and could only say that he had heard a splash in the water a short time before. The owner of the pig was very much surprised, and could not account for the disappearance of the animal by a natural reason. A few mornings afterwards, the same thing occurred again; and, running down to the water side, the bereaved pig-owner saw the same man fishing in the same spot, but could discover no sign of the pig. A similar phenomenon occurred a third time; but on this occasion the pig stopped hurriedly in its flight to the river, and hurried back towards the house, squealing, with part of a fishing line dangling from its mouth. On examination, a strong hook was found attached to the end of the line, stuck fast in the jaw of the pig, part of a sweet potato, which had been used as a bait, still clinging to the snare. The gentleman for some time afterwards kept a good look-out for his friend in the boat, but he never made his appearance again. Travels in Siam. A lady once boisterously asked Sheridan why the "G" was not prefixed to his name. "I do not know, your ladyship," replied the wit; "for, in truth, no family is better entitled to it, as we owe everybody." The reason an urchin gave for being late at School, was, that the boy in the next house was going to have a dressing down with a bed cord, and he waited to hear him howl. An Irishman being asked by a friend, "Has your sister got a son or a daughter?" answered, "Upon my sowl, I don't know whether I'm an uncle or an aunt." An Englishman on his return from a hunting excursion in India was asked how he liked tiger hunting. He replied, "It is very good sport as you hunt the tiger; but if hard pressed he sometimes takes it into his head to hunt you, and then it has its drawbacks." It is recorded that a gentleman residing in one of the large towns of England, whose face exceeded the ordinary dimensions, was waited on by a barber every day for twenty-one years without coming to a settlement. The barber, thinking it about time to settle, presented his bill, in which he charged a penny a day, amounting in all to L31 16s 0d. The gentleman, supposing too much charged, refused to pay the amount, but agreed to a proposal of the barber to pay at the rate of L200 an acre. The proposal was accordingly accepted, and the result was that the shaving bill was increased to L73 8s 6d. VALUABLE DISCOVERY FOR THE HAIR. If your hair is turning grey or white, or falling off, use the Mexican Hair Renewer, for it will positively restore in every case Grey or White hair to its original color, without leaving the disagreeable smell of most Restorers. It makes the hair charmingly beautiful, as well as promoting the growth of the hair on bald spots, where the glands are not decayed. Ask your Chemist for "THE MEXICAN HAIR RENEWER," prepared by HENRY C. GALLUP, 493, Oxford Street, London, and sold by Chemists and Perfumers everywhere, at 3s 6d per Bottle. TO WHEELWRIGHTS AND OTHERS. Removed for Convenience of Sale. SATURDAY, DECEMBER, 30. GEORGE FACHE, by order of the Trustee in a Bankrupt Estate, will sell by Public Auction on the above date at 2 p.m., at Clyde. A lot of new and second-hand Coachbuilders' and Wheelwrights' materials, including Spokes, Felloes, Naves, Axles, Shafts, Poles, Blue Gum, Pine Ash and Birch Planks and Quartering, Paints, Oils, 2 new Buggy Rugs, and a lot of Miscellaneous Property. WITHOUT RESERVE. Terms cash on the fall of the hammer. The above is a Valuable Lot to the trade, and worthy attention.: [772, 26, 927, 1496]
paragraph: [Mr Duddy, as many of our readers are aware, was residing some time at Bannockburn, and was a shareholder in a claim with Mr Munford. Ed. D.T.]: [315, 1622, 461, 1661]
